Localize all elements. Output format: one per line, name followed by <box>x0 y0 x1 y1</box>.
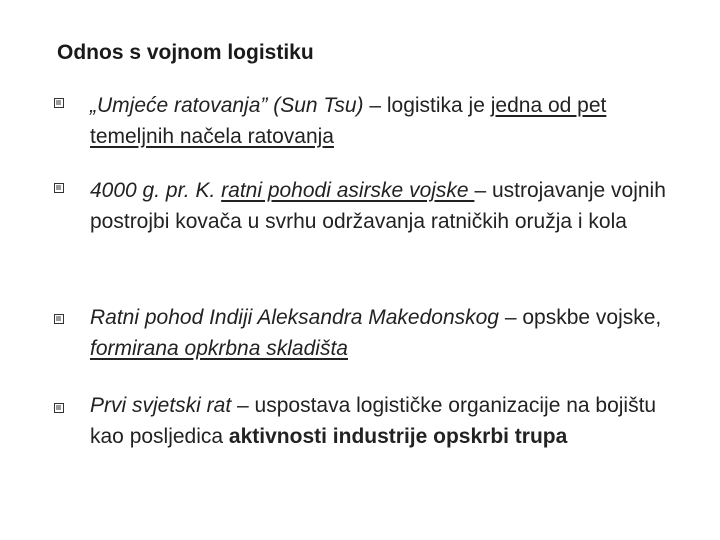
source-text: „Umjeće ratovanja” (Sun Tsu) <box>90 94 364 117</box>
square-bullet-icon <box>54 403 64 413</box>
heading-text: Ratni pohod Indiji Aleksandra Makedonskog <box>90 306 499 329</box>
square-bullet-icon <box>54 183 64 193</box>
underlined-text: formirana opkrbna skladišta <box>90 337 348 360</box>
underlined-text: jedna od pet temeljnih načela ratovanja <box>90 94 607 148</box>
item-text: – opskbe vojske, <box>498 306 662 329</box>
item-text: – uspostava logističke organizacije na bojištu kao posljedica <box>90 394 657 448</box>
bullet-item-3 <box>90 302 690 364</box>
bullet-item-1 <box>90 90 690 152</box>
bold-text: aktivnosti industrije opskrbi trupa <box>228 425 568 448</box>
underlined-text: ratni pohodi asirske vojske <box>221 179 475 202</box>
item-text: – logistika je <box>363 94 491 117</box>
bullet-item-4 <box>90 390 690 452</box>
date-text: 4000 g. pr. K. <box>90 179 222 202</box>
square-bullet-icon <box>54 98 64 108</box>
square-bullet-icon <box>54 314 64 324</box>
heading-text: Prvi svjetski rat <box>90 394 232 417</box>
slide-title: Odnos s vojnom logistiku <box>57 41 314 64</box>
bullet-item-2 <box>90 175 690 237</box>
item-text: – ustrojavanje vojnih postrojbi kovača u svrhu održavanja ratničkih oružja i kola <box>90 179 666 233</box>
